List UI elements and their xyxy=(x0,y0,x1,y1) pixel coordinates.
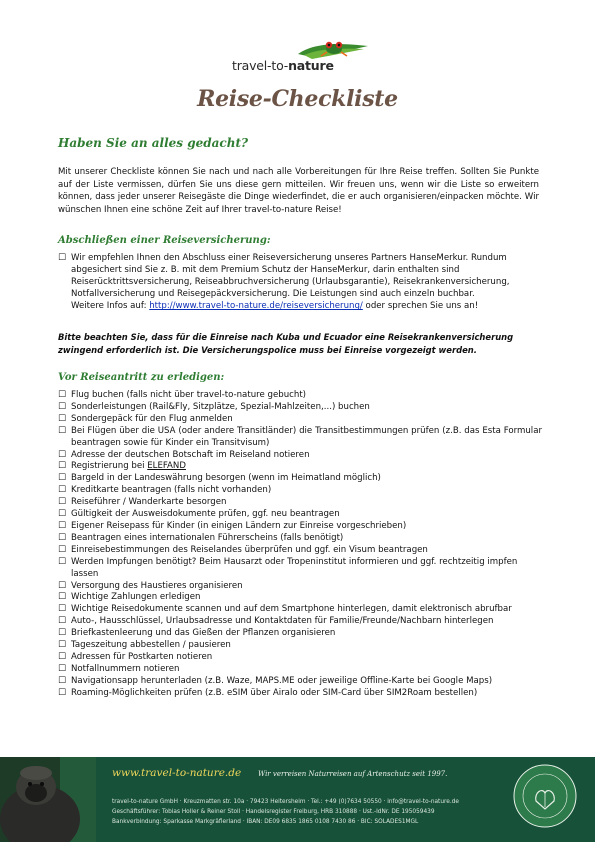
gorilla-photo-icon xyxy=(0,757,96,842)
list-item-text: Sondergepäck für den Flug anmelden xyxy=(71,413,233,424)
list-item-text: Werden Impfungen benötigt? Beim Hausarzt oder Tropeninstitut informieren und ggf. rechtzeitig impfen lassen xyxy=(71,556,518,579)
checkbox[interactable]: ☐ xyxy=(58,675,67,686)
list-item-text: Wichtige Reisedokumente scannen und auf dem Smartphone hinterlegen, damit elektronisch abrufbar xyxy=(71,604,512,615)
brand-logo[interactable] xyxy=(232,40,372,76)
insurance-note: Bitte beachten Sie, dass für die Einreise nach Kuba und Ecuador eine Reisekrankenversicherung zwingend erforderlich ist. Die Versicherungspolice muss bei Einreise vorgezeigt werden. xyxy=(58,332,514,355)
list-item-text: Wichtige Zahlungen erledigen xyxy=(71,592,201,603)
list-item-text: Reiseführer / Wanderkarte besorgen xyxy=(71,497,227,508)
list-item xyxy=(58,628,542,640)
list-item-text: Gültigkeit der Ausweisdokumente prüfen, ggf. neu beantragen xyxy=(71,509,340,520)
list-item xyxy=(58,390,542,402)
page-title: Reise-Checkliste xyxy=(197,86,398,112)
list-item xyxy=(58,521,542,533)
list-item xyxy=(58,664,542,676)
checkbox[interactable]: ☐ xyxy=(58,425,67,436)
list-item xyxy=(58,557,542,581)
list-item xyxy=(58,497,542,509)
footer-management-line: Geschäftsführer: Tobias Holler & Reiner Stoll · Handelsregister Freiburg, HRB 310888 · Ust.-IdNr. DE 195059439 xyxy=(112,809,435,815)
list-item-text: Bei Flügen über die USA (oder andere Transitländer) die Transitbestimmungen prüfen (z.B. das Esta Formular beantragen sowie für Kinder ein Transitvisum) xyxy=(71,425,542,448)
list-item xyxy=(58,402,542,414)
list-item-text: Roaming-Möglichkeiten prüfen (z.B. eSIM über Airalo oder SIM-Card über SIM2Roam bestellen) xyxy=(71,687,478,698)
list-item xyxy=(58,604,542,616)
checkbox[interactable]: ☐ xyxy=(58,616,67,627)
checkbox[interactable]: ☐ xyxy=(58,532,67,543)
list-item xyxy=(58,545,542,557)
list-item-text: Einreisebestimmungen des Reiselandes überprüfen und ggf. ein Visum beantragen xyxy=(71,544,428,555)
list-item-text: Versorgung des Haustieres organisieren xyxy=(71,580,243,591)
checkbox[interactable]: ☐ xyxy=(58,413,67,424)
list-item xyxy=(58,485,542,497)
insurance-link[interactable]: http://www.travel-to-nature.de/reiseversicherung/ xyxy=(149,301,363,312)
list-item-text: Beantragen eines internationalen Führerscheins (falls benötigt) xyxy=(71,532,344,543)
list-item-text: Tageszeitung abbestellen / pausieren xyxy=(71,640,231,651)
list-item-text: Adressen für Postkarten notieren xyxy=(71,651,213,662)
footer-url[interactable]: www.travel-to-nature.de xyxy=(112,767,242,779)
list-item xyxy=(58,450,542,462)
footer-bank-line: Bankverbindung: Sparkasse Markgräflerland · IBAN: DE09 6835 1865 0108 7430 86 · BIC: SOLADES1MGL xyxy=(112,819,419,825)
checkbox[interactable]: ☐ xyxy=(58,544,67,555)
checkbox[interactable]: ☐ xyxy=(58,253,67,263)
checkbox[interactable]: ☐ xyxy=(58,651,67,662)
checkbox[interactable]: ☐ xyxy=(58,687,67,698)
checkbox[interactable]: ☐ xyxy=(58,580,67,591)
list-item xyxy=(58,652,542,664)
list-item xyxy=(58,688,542,700)
checkbox[interactable]: ☐ xyxy=(58,497,67,508)
insurance-more-suffix: oder sprechen Sie uns an! xyxy=(362,301,479,312)
checkbox[interactable]: ☐ xyxy=(58,663,67,674)
list-item-text: Bargeld in der Landeswährung besorgen (wenn im Heimatland möglich) xyxy=(71,473,381,484)
footer-slogan: Wir verreisen Naturreisen auf Artenschutz seit 1997. xyxy=(258,770,448,778)
checkbox[interactable]: ☐ xyxy=(58,604,67,615)
insurance-heading: Abschließen einer Reiseversicherung: xyxy=(58,235,271,246)
insurance-more-prefix: Weitere Infos auf: xyxy=(71,301,150,312)
checkbox[interactable]: ☐ xyxy=(58,556,67,567)
list-item-text: Auto-, Hausschlüssel, Urlaubsadresse und Kontaktdaten für Familie/Freunde/Nachbarn hinterlegen xyxy=(71,616,494,627)
checkbox[interactable]: ☐ xyxy=(58,485,67,496)
list-item xyxy=(58,676,542,688)
checkbox[interactable]: ☐ xyxy=(58,509,67,520)
list-item xyxy=(58,426,542,450)
list-item xyxy=(58,592,542,604)
checkbox[interactable]: ☐ xyxy=(58,628,67,639)
list-item-text: Eigener Reisepass für Kinder (in einigen Ländern zur Einreise vorgeschrieben) xyxy=(71,520,407,531)
footer xyxy=(0,757,595,842)
checkbox[interactable]: ☐ xyxy=(58,390,67,400)
list-item xyxy=(58,616,542,628)
gruener-mehrwert-badge-icon xyxy=(512,763,578,829)
list-item-text: Registrierung bei xyxy=(71,461,148,472)
checkbox[interactable]: ☐ xyxy=(58,401,67,412)
checklist xyxy=(58,390,542,700)
checkbox[interactable]: ☐ xyxy=(58,592,67,603)
main-heading: Haben Sie an alles gedacht? xyxy=(58,136,249,150)
list-item-text: Adresse der deutschen Botschaft im Reiseland notieren xyxy=(71,449,310,460)
checkbox[interactable]: ☐ xyxy=(58,461,67,472)
list-item-text: Sonderleistungen (Rail&Fly, Sitzplätze, Spezial-Mahlzeiten,...) buchen xyxy=(71,401,370,412)
list-item-text: Kreditkarte beantragen (falls nicht vorhanden) xyxy=(71,485,272,496)
logo-wordmark: travel-to-nature xyxy=(232,58,334,73)
checkbox[interactable]: ☐ xyxy=(58,473,67,484)
list-item xyxy=(58,640,542,652)
list-item xyxy=(58,414,542,426)
insurance-item xyxy=(58,252,542,312)
list-item xyxy=(58,473,542,485)
insurance-text: Wir empfehlen Ihnen den Abschluss einer Reiseversicherung unseres Partners HanseMerkur. Rundum abgesichert sind Sie z. B. mit dem Premium Schutz der HanseMerkur, darin enthalten sind Reiserücktrittsversicherung, Reiseabbruchversicherung (Urlaubsgarantie), Reisekrankenversicherung, Notfallversicherung und Reisegepäckversicherung. Die Leistungen sind auch einzeln buchbar. xyxy=(71,253,510,300)
list-item xyxy=(58,581,542,593)
list-item-text: Flug buchen (falls nicht über travel-to-nature gebucht) xyxy=(71,390,307,400)
footer-contact-line: travel-to-nature GmbH · Kreuzmatten str. 10a · 79423 Heitersheim · Tel.: +49 (0)7634 50550 · info@travel-to-nature.de xyxy=(112,799,459,805)
before-trip-heading: Vor Reiseantritt zu erledigen: xyxy=(58,372,225,383)
list-item-text: Briefkastenleerung und das Gießen der Pflanzen organisieren xyxy=(71,628,336,639)
intro-paragraph: Mit unserer Checkliste können Sie nach und nach alle Vorbereitungen für Ihre Reise treffen. Sollten Sie Punkte auf der Liste vermissen, dürfen Sie uns diese gern mitteilen. Wir freuen uns, wenn wir die Liste so erweitern können, dass jeder unserer Reisegäste die Dinge wiederfindet, die er auch organisieren/einpacken möchte. Wir wünschen Ihnen eine schöne Zeit auf Ihrer travel-to-nature Reise! xyxy=(58,167,539,215)
list-item-text: Notfallnummern notieren xyxy=(71,663,180,674)
list-item xyxy=(58,533,542,545)
list-item xyxy=(58,509,542,521)
insurance-block xyxy=(58,252,542,312)
checkbox[interactable]: ☐ xyxy=(58,449,67,460)
checkbox[interactable]: ☐ xyxy=(58,520,67,531)
list-item xyxy=(58,461,542,473)
elefand-link[interactable]: ELEFAND xyxy=(147,461,186,472)
list-item-text: Navigationsapp herunterladen (z.B. Waze, MAPS.ME oder jeweilige Offline-Karte bei Google Maps) xyxy=(71,675,493,686)
checkbox[interactable]: ☐ xyxy=(58,640,67,651)
